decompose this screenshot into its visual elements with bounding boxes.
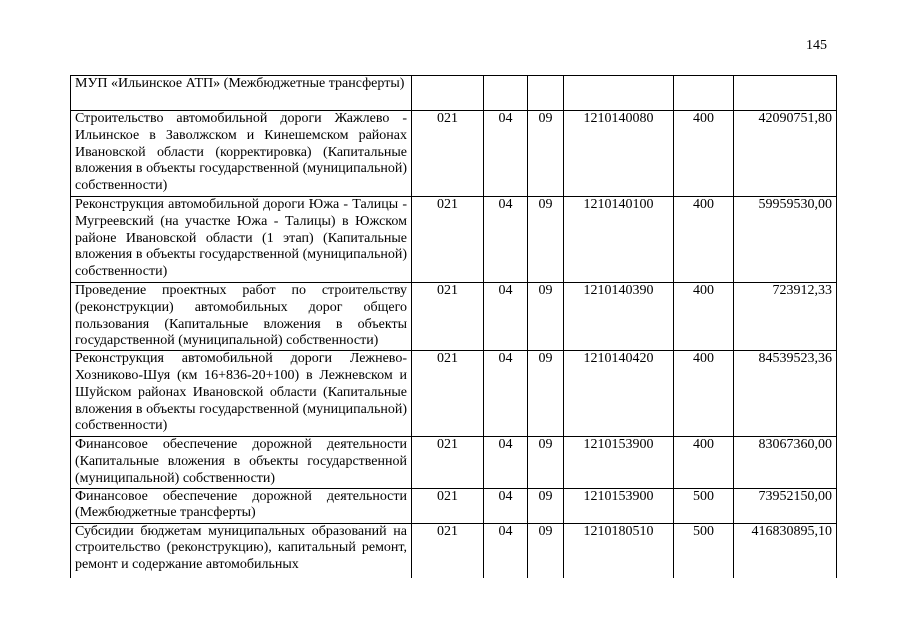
table-row bbox=[71, 437, 837, 488]
row-target-code: 1210153900 bbox=[564, 488, 674, 523]
row-amount: 42090751,80 bbox=[734, 111, 837, 197]
row-grbs: 021 bbox=[412, 197, 484, 283]
row-target-code: 1210153900 bbox=[564, 437, 674, 488]
row-target-code: 1210140420 bbox=[564, 351, 674, 437]
row-description: Проведение проектных работ по строительству (реконструкции) автомобильных дорог общего пользования (Капитальные вложения в объекты государственной (муниципальной) собственности) bbox=[71, 283, 412, 351]
row-subsection: 09 bbox=[528, 197, 564, 283]
row-amount: 83067360,00 bbox=[734, 437, 837, 488]
table-row bbox=[71, 488, 837, 523]
row-description: Финансовое обеспечение дорожной деятельности (Межбюджетные трансферты) bbox=[71, 488, 412, 523]
row-expense-type: 500 bbox=[674, 488, 734, 523]
row-description: Строительство автомобильной дороги Жажлево - Ильинское в Заволжском и Кинешемском районах Ивановской области (корректировка) (Капитальные вложения в объекты государственной (муниципальной) собственности) bbox=[71, 111, 412, 197]
row-description: МУП «Ильинское АТП» (Межбюджетные трансферты) bbox=[71, 76, 412, 111]
row-amount: 416830895,10 bbox=[734, 523, 837, 578]
table-row bbox=[71, 111, 837, 197]
row-section: 04 bbox=[484, 283, 528, 351]
row-expense-type: 400 bbox=[674, 351, 734, 437]
budget-table bbox=[70, 75, 837, 578]
row-description: Субсидии бюджетам муниципальных образований на строительство (реконструкцию), капитальный ремонт, ремонт и содержание автомобильных bbox=[75, 523, 407, 573]
row-grbs: 021 bbox=[412, 283, 484, 351]
row-section: 04 bbox=[484, 488, 528, 523]
table-row bbox=[71, 523, 837, 578]
row-grbs bbox=[412, 76, 484, 111]
row-grbs: 021 bbox=[412, 437, 484, 488]
row-grbs: 021 bbox=[412, 351, 484, 437]
row-expense-type: 500 bbox=[674, 523, 734, 578]
row-target-code: 1210140080 bbox=[564, 111, 674, 197]
row-description: Финансовое обеспечение дорожной деятельности (Капитальные вложения в объекты государственной (муниципальной) собственности) bbox=[71, 437, 412, 488]
page-number: 145 bbox=[806, 38, 827, 53]
row-amount: 59959530,00 bbox=[734, 197, 837, 283]
row-grbs: 021 bbox=[412, 523, 484, 578]
row-subsection bbox=[528, 76, 564, 111]
row-amount: 723912,33 bbox=[734, 283, 837, 351]
row-subsection: 09 bbox=[528, 523, 564, 578]
row-target-code bbox=[564, 76, 674, 111]
row-section: 04 bbox=[484, 111, 528, 197]
row-subsection: 09 bbox=[528, 488, 564, 523]
row-description: Реконструкция автомобильной дороги Лежнево-Хозниково-Шуя (км 16+836-20+100) в Лежневском и Шуйском районах Ивановской области (Капитальные вложения в объекты государственной (муниципальной) собственности) bbox=[71, 351, 412, 437]
row-expense-type bbox=[674, 76, 734, 111]
row-amount bbox=[734, 76, 837, 111]
row-subsection: 09 bbox=[528, 351, 564, 437]
row-expense-type: 400 bbox=[674, 197, 734, 283]
row-section: 04 bbox=[484, 197, 528, 283]
row-section: 04 bbox=[484, 437, 528, 488]
row-subsection: 09 bbox=[528, 111, 564, 197]
table-row bbox=[71, 283, 837, 351]
row-subsection: 09 bbox=[528, 283, 564, 351]
row-grbs: 021 bbox=[412, 488, 484, 523]
row-description: Реконструкция автомобильной дороги Южа - Талицы - Мугреевский (на участке Южа - Талицы) в Южском районе Ивановской области (1 этап) (Капитальные вложения в объекты государственной (муниципальной) собственности) bbox=[71, 197, 412, 283]
row-expense-type: 400 bbox=[674, 437, 734, 488]
row-section: 04 bbox=[484, 351, 528, 437]
row-section bbox=[484, 76, 528, 111]
table-row bbox=[71, 76, 837, 111]
row-target-code: 1210140100 bbox=[564, 197, 674, 283]
row-amount: 73952150,00 bbox=[734, 488, 837, 523]
row-expense-type: 400 bbox=[674, 283, 734, 351]
row-section: 04 bbox=[484, 523, 528, 578]
table-row bbox=[71, 351, 837, 437]
row-subsection: 09 bbox=[528, 437, 564, 488]
row-target-code: 1210180510 bbox=[564, 523, 674, 578]
row-target-code: 1210140390 bbox=[564, 283, 674, 351]
row-expense-type: 400 bbox=[674, 111, 734, 197]
row-description-cell bbox=[71, 523, 412, 578]
row-grbs: 021 bbox=[412, 111, 484, 197]
row-amount: 84539523,36 bbox=[734, 351, 837, 437]
table-row bbox=[71, 197, 837, 283]
